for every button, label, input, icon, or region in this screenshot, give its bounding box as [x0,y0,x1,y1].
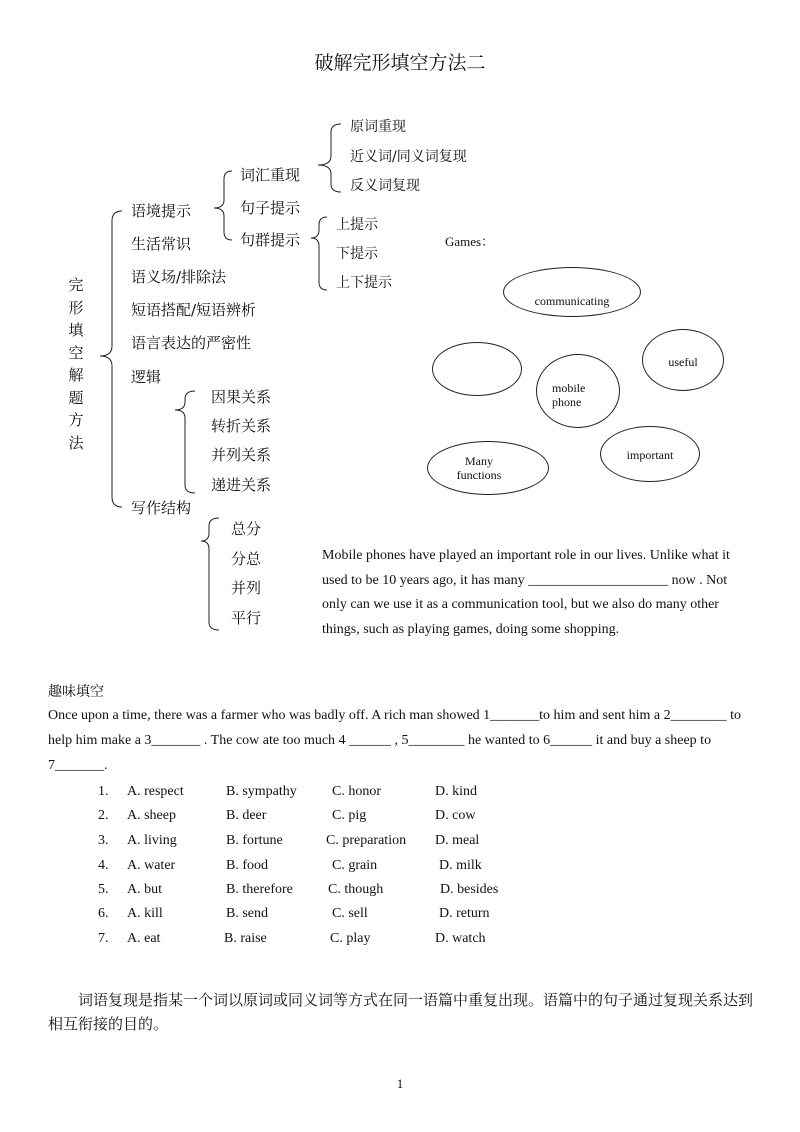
method-item: 逻辑 [131,368,162,386]
group-hint-item: 下提示 [336,246,378,262]
bubble-label: important [626,448,674,462]
bubble-label: mobile phone [552,381,586,409]
option-number: 3. [98,833,109,848]
logic-item: 因果关系 [211,388,272,406]
bubble-label: Many functions [456,454,502,482]
method-item: 语言表达的严密性 [131,334,252,352]
option-number: 1. [98,784,109,799]
option-b: B. fortune [226,833,283,848]
group-hint-item: 上提示 [336,217,378,233]
structure-item: 并列 [231,579,262,597]
option-a: A. respect [127,784,184,799]
vocab-repeat-item: 反义词复现 [350,178,420,194]
passage-text: Mobile phones have played an important role in our lives. Unlike what it used to be 10 years ago, it has many ____________________ now . Not only can we use it as a communication tool, but we also do many other things, such as playing games, doing some shopping. [322,548,730,638]
games-label: Games： [445,234,495,249]
bubble-empty [432,342,522,396]
option-number: 2. [98,808,109,823]
method-item: 语义场/排除法 [131,268,227,286]
option-d: D. cow [435,808,476,823]
option-b: B. sympathy [226,784,297,799]
story-text: Once upon a time, there was a farmer who was badly off. A rich man showed 1_______to him and sent him a 2________ to help him make a 3_______ . The cow ate too much 4 ______ , 5________ he wanted to 6______ it and buy a sheep to 7_______. [48,708,741,773]
option-number: 5. [98,882,109,897]
method-item: 语境提示 [131,202,192,220]
bubble-communicating [503,267,641,317]
context-hint-item: 词汇重现 [240,166,301,184]
group-hint-item: 上下提示 [336,275,392,291]
option-a: A. eat [127,931,161,946]
option-b: B. therefore [226,882,293,897]
note-paragraph: 词语复现是指某一个词以原词或同义词等方式在同一语篇中重复出现。语篇中的句子通过复现关系达到相互衔接的目的。 [48,991,754,1033]
vertical-title: 完形填空解题方法 [68,276,84,452]
option-a: A. sheep [127,808,176,823]
option-a: A. living [127,833,177,848]
option-a: A. water [127,858,176,873]
page-number: 1 [396,1076,404,1091]
option-d: D. return [439,906,490,921]
option-b: B. send [226,906,268,921]
bubble-label: useful [668,355,698,369]
option-a: A. kill [127,906,163,921]
bracket-vocab [318,124,341,192]
bracket-main [100,211,122,507]
option-d: D. milk [439,858,482,873]
option-d: D. kind [435,784,477,799]
option-d: D. besides [440,882,499,897]
option-a: A. but [127,882,162,897]
method-item: 短语搭配/短语辨析 [131,301,257,319]
option-c: C. grain [332,858,378,873]
option-c: C. pig [332,808,367,823]
option-number: 4. [98,858,109,873]
option-c: C. though [328,882,384,897]
option-b: B. deer [226,808,267,823]
option-d: D. watch [435,931,486,946]
option-c: C. preparation [326,833,407,848]
page-title: 破解完形填空方法二 [314,52,486,74]
option-d: D. meal [435,833,480,848]
vocab-repeat-item: 近义词/同义词复现 [350,149,467,165]
option-number: 7. [98,931,109,946]
bracket-context [214,171,232,240]
section-heading: 趣味填空 [48,684,104,700]
vocab-repeat-item: 原词重现 [350,119,406,135]
bubble-label: communicating [534,294,610,308]
bracket-structure [201,518,219,630]
structure-item: 平行 [231,609,262,627]
method-item: 写作结构 [131,499,192,517]
context-hint-item: 句群提示 [240,231,301,249]
context-hint-item: 句子提示 [240,199,301,217]
option-b: B. raise [224,931,267,946]
option-b: B. food [226,858,268,873]
bracket-group [311,217,327,290]
method-item: 生活常识 [131,235,192,253]
logic-item: 并列关系 [211,446,272,464]
option-c: C. sell [332,906,368,921]
option-c: C. play [330,931,371,946]
bracket-logic [175,391,195,493]
logic-item: 递进关系 [211,476,272,494]
structure-item: 总分 [231,520,262,538]
option-c: C. honor [332,784,381,799]
option-number: 6. [98,906,109,921]
structure-item: 分总 [231,550,262,568]
logic-item: 转折关系 [211,417,272,435]
